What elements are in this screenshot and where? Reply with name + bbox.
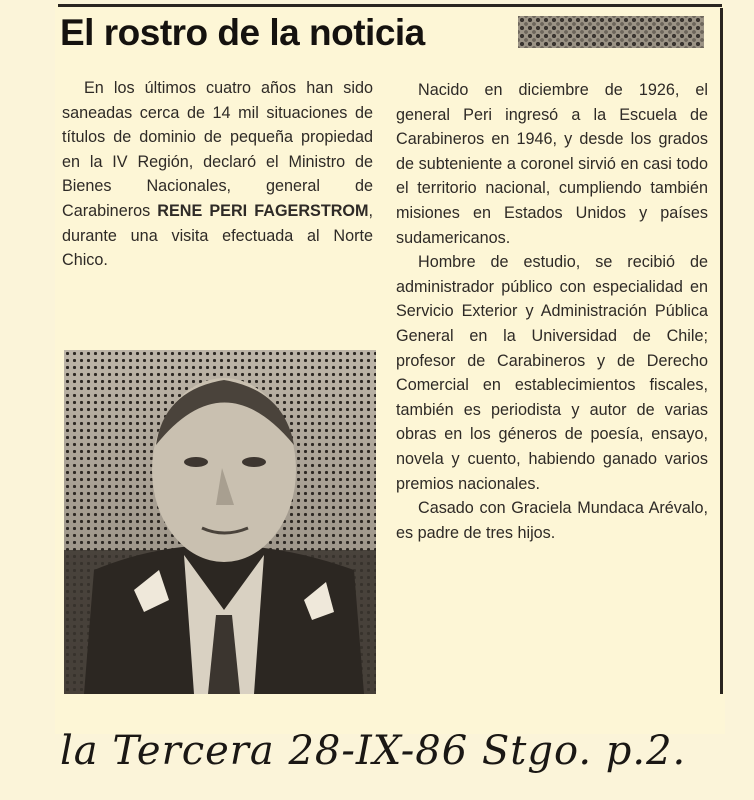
left-paragraph-start: En los últimos cuatro años han sido saneadas cerca de 14 mil situaciones de títulos de dominio de pequeña propiedad en la IV Región, declaró el Ministro de Bienes Nacionales, general de Carabineros [62,79,373,220]
portrait-photo [64,350,376,694]
left-column [62,76,373,273]
top-rule [58,4,722,7]
headline-pattern-bar [518,16,704,48]
right-paragraph-birth: Nacido en diciembre de 1926, el general Peri ingresó a la Escuela de Carabineros en 1946, y desde los grados de subteniente a coronel sirvió en casi todo el territorio nacional, cumpliendo también misiones en Estados Unidos y países sudamericanos. [396,81,708,247]
left-paragraph-end: , durante una visita efectuada al Norte Chico. [62,201,373,270]
column-rule [720,8,723,694]
headline: El rostro de la noticia [60,12,425,53]
right-column [396,78,708,545]
portrait-figure [64,350,376,694]
left-paragraph [62,76,373,273]
handwritten-source-note: la Tercera 28-IX-86 Stgo. p.2. [60,728,687,774]
subject-name: RENE PERI FAGERSTROM [157,201,369,220]
right-paragraph-studies: Hombre de estudio, se recibió de administrador público con especialidad en Servicio Exterior y Administración Pública General en la Universidad de Chile; profesor de Carabineros y de Derecho Comercial en establecimientos fiscales, también es periodista y autor de varias obras en los géneros de poesía, ensayo, novela y cuento, habiendo ganado varios premios nacionales. [396,253,708,493]
right-paragraph-family: Casado con Graciela Mundaca Arévalo, es padre de tres hijos. [396,499,708,542]
